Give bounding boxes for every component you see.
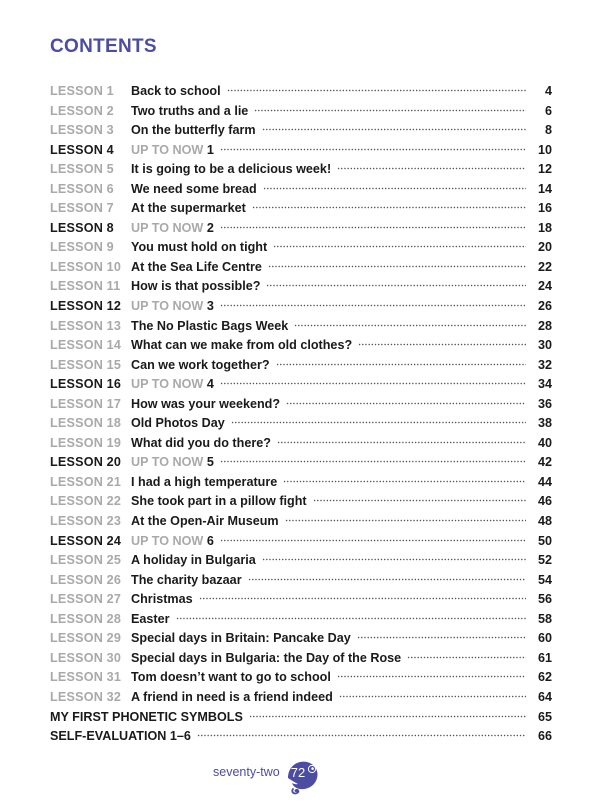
dot-leader (339, 695, 526, 698)
page-ref: 40 (537, 435, 552, 450)
lesson-title (131, 532, 214, 552)
dot-leader (252, 206, 526, 209)
toc-entry (50, 317, 552, 337)
page-ref: 46 (537, 494, 552, 509)
toc-entry (50, 688, 552, 708)
page-ref: 32 (537, 357, 552, 372)
lesson-number: LESSON 13 (50, 318, 122, 333)
lesson-title (131, 141, 214, 161)
page-ref: 16 (537, 201, 552, 216)
review-label: UP TO NOW (131, 142, 204, 157)
review-number: 6 (206, 533, 214, 548)
lesson-title: Tom doesn’t want to go to school (131, 670, 331, 685)
lesson-title: What can we make from old clothes? (131, 338, 353, 353)
toc-entry (50, 649, 552, 669)
lesson-title: A friend in need is a friend indeed (131, 689, 333, 704)
toc-entry (50, 629, 552, 649)
section-title: SELF-EVALUATION 1–6 (50, 729, 191, 744)
toc-extra-entry (50, 708, 552, 728)
page-ref: 54 (537, 572, 552, 587)
toc-entry (50, 434, 552, 454)
page-ref: 30 (537, 338, 552, 353)
toc-entry (50, 82, 552, 102)
page-ref: 66 (537, 729, 552, 744)
toc-extra-entry (50, 727, 552, 747)
lesson-title: How was your weekend? (131, 396, 281, 411)
dot-leader (285, 519, 526, 522)
dot-leader (283, 480, 526, 483)
dot-leader (286, 402, 526, 405)
lesson-title: We need some bread (131, 181, 257, 196)
toc-entry (50, 277, 552, 297)
toc-entry (50, 375, 552, 395)
page-ref: 26 (537, 299, 552, 314)
dot-leader (220, 226, 526, 229)
review-number: 4 (206, 377, 214, 392)
review-label: UP TO NOW (131, 533, 204, 548)
toc-entry (50, 473, 552, 493)
lesson-title: On the butterfly farm (131, 123, 256, 138)
table-of-contents (50, 82, 552, 747)
page-ref: 24 (537, 279, 552, 294)
toc-entry (50, 297, 552, 317)
review-number: 2 (206, 220, 214, 235)
dot-leader (277, 441, 526, 444)
review-number: 1 (206, 142, 214, 157)
page-ref: 42 (537, 455, 552, 470)
lesson-number: LESSON 14 (50, 338, 122, 353)
lesson-title: You must hold on tight (131, 240, 268, 255)
lesson-title: I had a high temperature (131, 474, 278, 489)
dot-leader (268, 265, 526, 268)
dot-leader (337, 675, 526, 678)
dot-leader (248, 578, 526, 581)
lesson-number: LESSON 19 (50, 435, 122, 450)
lesson-number: LESSON 8 (50, 220, 114, 235)
lesson-number: LESSON 4 (50, 142, 114, 157)
page-ref: 6 (544, 103, 552, 118)
toc-entry (50, 571, 552, 591)
lesson-title (131, 453, 214, 473)
page-ref: 36 (537, 396, 552, 411)
page-number-words: seventy-two (213, 765, 280, 779)
review-label: UP TO NOW (131, 455, 204, 470)
lesson-number: LESSON 3 (50, 123, 114, 138)
page-ref: 58 (537, 611, 552, 626)
lesson-title: Back to school (131, 84, 221, 98)
page-ref: 18 (537, 220, 552, 235)
page-number: 72 (290, 765, 306, 780)
toc-entry (50, 492, 552, 512)
lesson-number: LESSON 32 (50, 689, 122, 704)
dot-leader (249, 715, 526, 718)
toc-entry (50, 199, 552, 219)
page-ref: 38 (537, 416, 552, 431)
review-label: UP TO NOW (131, 220, 204, 235)
toc-entry (50, 610, 552, 630)
toc-entry (50, 258, 552, 278)
page-ref: 62 (537, 670, 552, 685)
page-title: CONTENTS (50, 36, 157, 57)
page-ref: 12 (537, 162, 552, 177)
dot-leader (220, 382, 526, 385)
dot-leader (357, 636, 526, 639)
review-number: 5 (206, 455, 214, 470)
toc-entry (50, 551, 552, 571)
page-ref: 64 (537, 689, 552, 704)
lesson-number: LESSON 22 (50, 494, 122, 509)
toc-entry (50, 395, 552, 415)
lesson-number: LESSON 24 (50, 533, 122, 548)
dot-leader (199, 597, 526, 600)
dot-leader (294, 324, 526, 327)
toc-entry (50, 180, 552, 200)
dot-leader (407, 656, 526, 659)
dot-leader (262, 558, 526, 561)
dot-leader (266, 284, 526, 287)
lesson-number: LESSON 23 (50, 514, 122, 529)
lesson-number: LESSON 2 (50, 103, 114, 118)
lesson-title: How is that possible? (131, 279, 261, 294)
lesson-number: LESSON 12 (50, 299, 122, 314)
page-ref: 4 (544, 84, 552, 98)
toc-entry (50, 356, 552, 376)
lesson-title: At the Open-Air Museum (131, 514, 279, 529)
lesson-number: LESSON 27 (50, 592, 122, 607)
dot-leader (313, 499, 526, 502)
lesson-number: LESSON 30 (50, 650, 122, 665)
page-ref: 34 (537, 377, 552, 392)
dot-leader (231, 421, 526, 424)
dot-leader (254, 109, 526, 112)
lesson-number: LESSON 17 (50, 396, 122, 411)
lesson-number: LESSON 10 (50, 259, 122, 274)
lesson-number: LESSON 18 (50, 416, 122, 431)
lesson-title: The charity bazaar (131, 572, 242, 587)
toc-entry (50, 141, 552, 161)
lesson-title: Easter (131, 611, 170, 626)
page-ref: 65 (537, 709, 552, 724)
lesson-title (131, 375, 214, 395)
page-footer (0, 756, 600, 796)
page-ref: 61 (537, 650, 552, 665)
dot-leader (337, 167, 526, 170)
toc-entry (50, 532, 552, 552)
page-ref: 8 (544, 123, 552, 138)
section-title: MY FIRST PHONETIC SYMBOLS (50, 709, 243, 724)
lesson-number: LESSON 31 (50, 670, 122, 685)
lesson-number: LESSON 7 (50, 201, 114, 216)
toc-entry (50, 590, 552, 610)
page-ref: 60 (537, 631, 552, 646)
lesson-title: What did you do there? (131, 435, 271, 450)
toc-entry (50, 453, 552, 473)
lesson-number: LESSON 11 (50, 279, 121, 294)
toc-entry (50, 336, 552, 356)
review-label: UP TO NOW (131, 299, 204, 314)
page-ref: 28 (537, 318, 552, 333)
dot-leader (358, 343, 526, 346)
lesson-title: Special days in Britain: Pancake Day (131, 631, 351, 646)
dot-leader (220, 148, 526, 151)
dot-leader (227, 89, 526, 92)
review-number: 3 (206, 299, 214, 314)
lesson-title: The No Plastic Bags Week (131, 318, 289, 333)
page-ref: 10 (537, 142, 552, 157)
lesson-number: LESSON 16 (50, 377, 122, 392)
dot-leader (176, 617, 526, 620)
lesson-number: LESSON 6 (50, 181, 114, 196)
page-ref: 44 (537, 474, 552, 489)
lesson-number: LESSON 15 (50, 357, 122, 372)
lesson-title: A holiday in Bulgaria (131, 553, 256, 568)
lesson-number: LESSON 29 (50, 631, 122, 646)
toc-entry (50, 102, 552, 122)
lesson-title: Special days in Bulgaria: the Day of the Rose (131, 650, 402, 665)
lesson-number: LESSON 28 (50, 611, 122, 626)
toc-entry (50, 238, 552, 258)
lesson-title (131, 219, 214, 239)
dot-leader (263, 187, 526, 190)
lesson-number: LESSON 20 (50, 455, 122, 470)
toc-entry (50, 512, 552, 532)
dot-leader (220, 539, 526, 542)
dot-leader (276, 363, 526, 366)
lesson-title: Old Photos Day (131, 416, 225, 431)
lesson-title: Christmas (131, 592, 193, 607)
lesson-number: LESSON 26 (50, 572, 122, 587)
lesson-title: She took part in a pillow fight (131, 494, 307, 509)
toc-entry (50, 219, 552, 239)
lesson-title: At the supermarket (131, 201, 246, 216)
toc-entry (50, 121, 552, 141)
dot-leader (220, 460, 526, 463)
lesson-title: Two truths and a lie (131, 103, 249, 118)
review-label: UP TO NOW (131, 377, 204, 392)
dot-leader (220, 304, 526, 307)
lesson-number: LESSON 1 (50, 84, 114, 98)
lesson-title: It is going to be a delicious week! (131, 162, 332, 177)
lesson-title: Can we work together? (131, 357, 270, 372)
dot-leader (197, 734, 526, 737)
lesson-number: LESSON 21 (50, 474, 122, 489)
page-ref: 20 (537, 240, 552, 255)
toc-entry (50, 668, 552, 688)
page-ref: 22 (537, 259, 552, 274)
dot-leader (262, 128, 526, 131)
dot-leader (273, 245, 526, 248)
page-ref: 56 (537, 592, 552, 607)
lesson-title (131, 297, 214, 317)
lesson-number: LESSON 5 (50, 162, 114, 177)
toc-entry (50, 160, 552, 180)
lesson-number: LESSON 9 (50, 240, 114, 255)
toc-entry (50, 414, 552, 434)
page-ref: 50 (537, 533, 552, 548)
page-ref: 48 (537, 514, 552, 529)
page-ref: 52 (537, 553, 552, 568)
lesson-number: LESSON 25 (50, 553, 122, 568)
lesson-title: At the Sea Life Centre (131, 259, 262, 274)
page-ref: 14 (537, 181, 552, 196)
